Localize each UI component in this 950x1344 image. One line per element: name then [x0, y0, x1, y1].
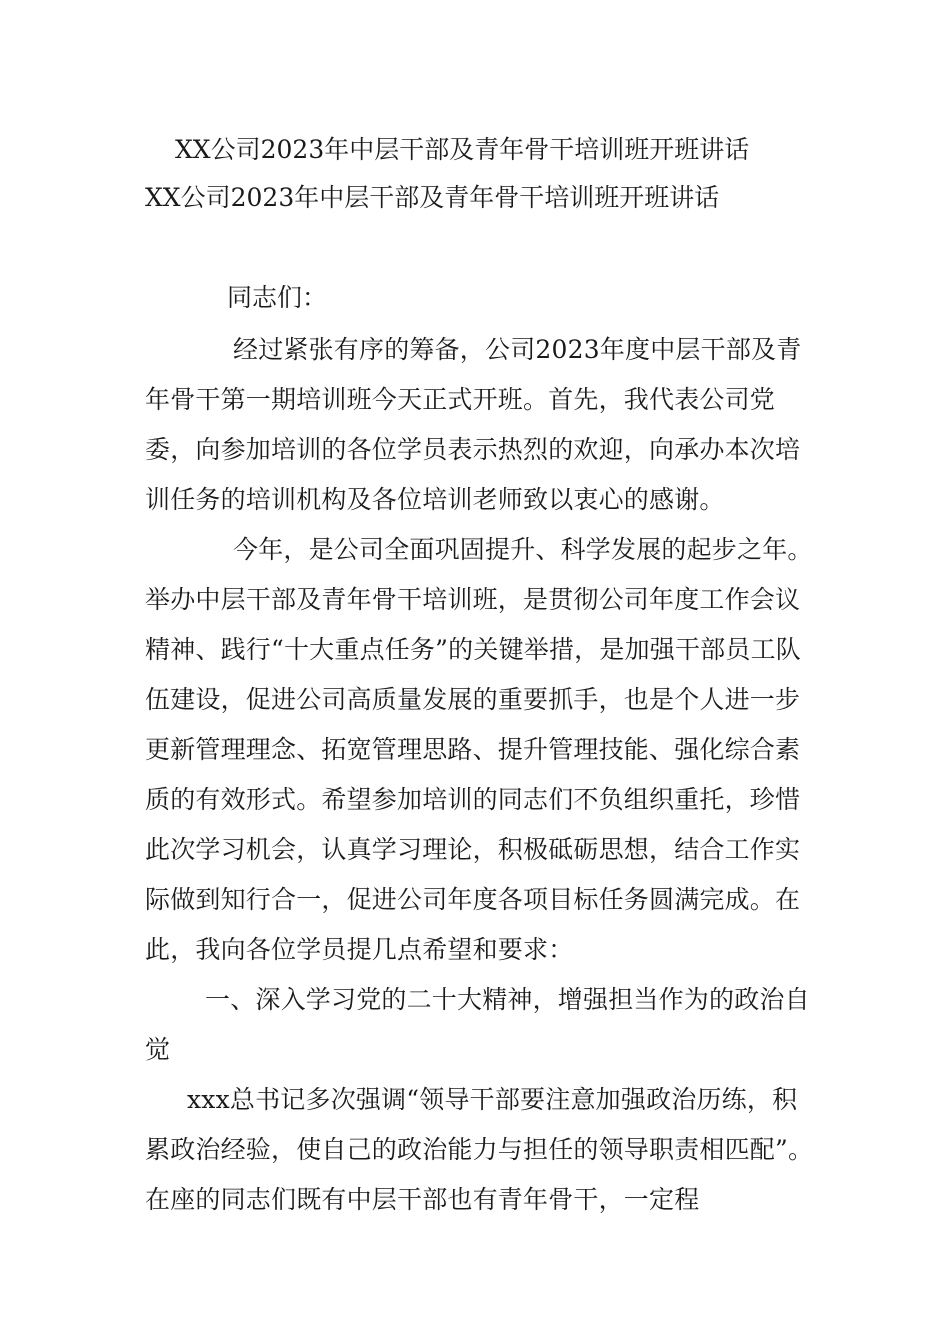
paragraph-section-1: xxx总书记多次强调“领导干部要注意加强政治历练，积累政治经验，使自己的政治能力与担任的领导职责相匹配”。在座的同志们既有中层干部也有青年骨干，一定程 [145, 1085, 814, 1214]
section-heading-1: 一、深入学习党的二十大精神，增强担当作为的政治自觉 [145, 985, 810, 1064]
document-title: XX公司2023年中层干部及青年骨干培训班开班讲话 [175, 135, 750, 164]
paragraph-opening: 经过紧张有序的筹备，公司2023年度中层干部及青年骨干第一期培训班今天正式开班。首先，我代表公司党委，向参加培训的各位学员表示热烈的欢迎，向承办本次培训任务的培训机构及各位培训老师致以衷心的感谢。 [145, 335, 802, 514]
document-title-repeat: XX公司2023年中层干部及青年骨干培训班开班讲话 [145, 183, 720, 212]
salutation: 同志们： [227, 283, 328, 312]
paragraph-purpose: 今年，是公司全面巩固提升、科学发展的起步之年。举办中层干部及青年骨干培训班，是贯彻公司年度工作会议精神、践行“十大重点任务”的关键举措，是加强干部员工队伍建设，促进公司高质量发展的重要抓手，也是个人进一步更新管理理念、拓宽管理思路、提升管理技能、强化综合素质的有效形式。希望参加培训的同志们不负组织重托，珍惜此次学习机会，认真学习理论，积极砥砺思想，结合工作实际做到知行合一，促进公司年度各项目标任务圆满完成。在此，我向各位学员提几点希望和要求： [145, 535, 813, 964]
